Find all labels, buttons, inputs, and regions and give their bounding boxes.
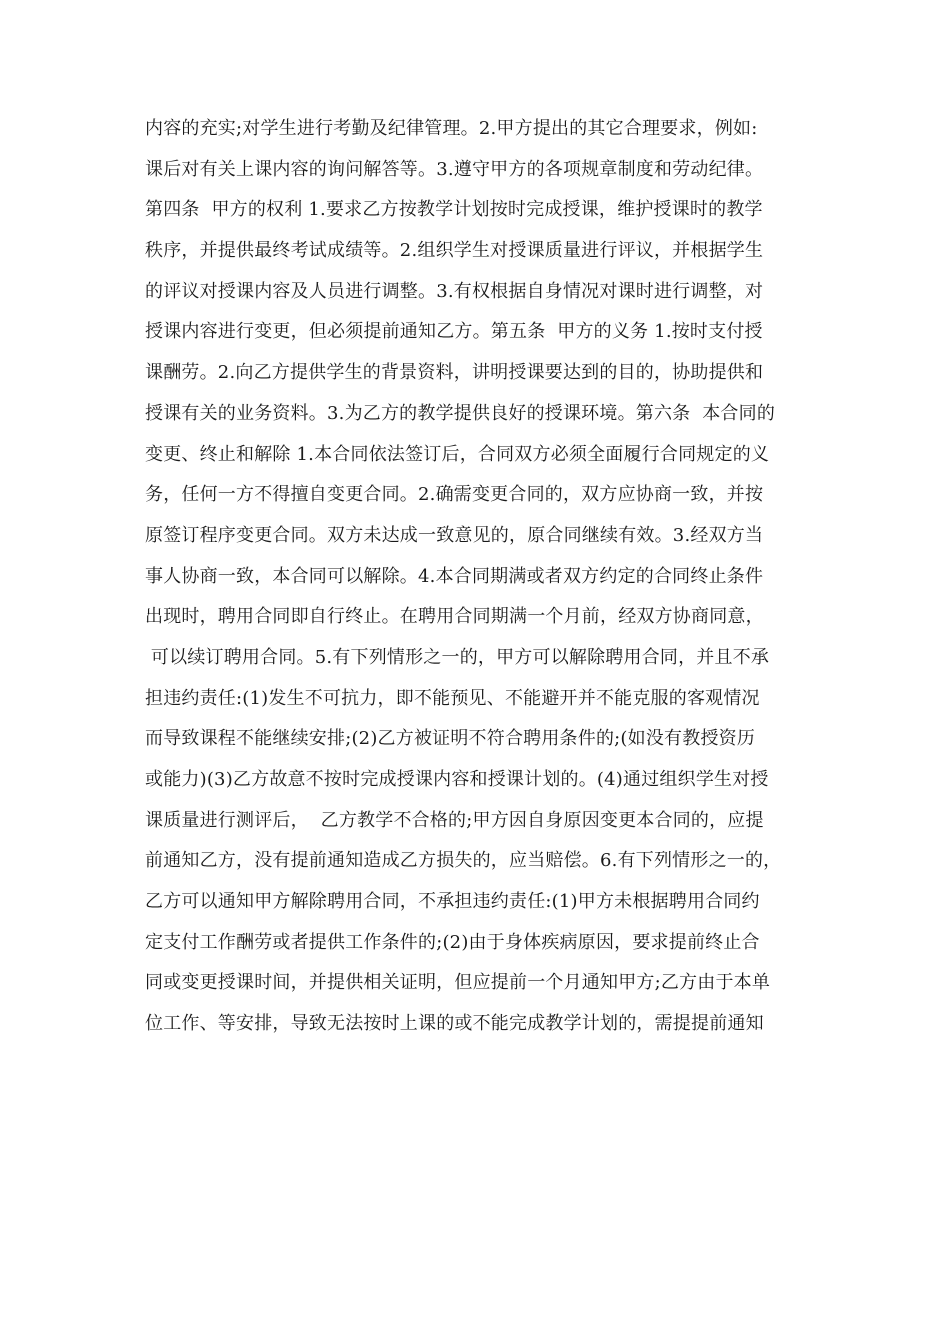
text-line-7: 课酬劳。2.向乙方提供学生的背景资料，讲明授课要达到的目的，协助提供和 xyxy=(145,362,764,384)
text-line-13: 出现时，聘用合同即自行终止。在聘用合同期满一个月前，经双方协商同意， xyxy=(145,606,764,628)
text-line-6: 授课内容进行变更，但必须提前通知乙方。第五条 甲方的义务 1.按时支付授 xyxy=(145,321,763,343)
text-line-22: 同或变更授课时间，并提供相关证明，但应提前一个月通知甲方;乙方由于本单 xyxy=(145,972,771,994)
text-line-21: 定支付工作酬劳或者提供工作条件的;(2)由于身体疾病原因，要求提前终止合 xyxy=(145,931,760,953)
text-line-2: 课后对有关上课内容的询问解答等。3.遵守甲方的各项规章制度和劳动纪律。 xyxy=(145,158,764,180)
text-line-8: 授课有关的业务资料。3.为乙方的教学提供良好的授课环境。第六条 本合同的 xyxy=(145,402,776,424)
text-line-23: 位工作、等安排，导致无法按时上课的或不能完成教学计划的，需提提前通知 xyxy=(145,1013,764,1035)
text-line-19: 前通知乙方，没有提前通知造成乙方损失的，应当赔偿。6.有下列情形之一的， xyxy=(145,850,782,872)
text-line-12: 事人协商一致，本合同可以解除。4.本合同期满或者双方约定的合同终止条件 xyxy=(145,565,764,587)
contract-body-text xyxy=(145,109,845,1045)
text-line-1: 内容的充实;对学生进行考勤及纪律管理。2.甲方提出的其它合理要求，例如: xyxy=(145,118,758,139)
text-line-11: 原签订程序变更合同。双方未达成一致意见的，原合同继续有效。3.经双方当 xyxy=(145,524,764,546)
text-line-3: 第四条 甲方的权利 1.要求乙方按教学计划按时完成授课，维护授课时的教学 xyxy=(145,199,763,221)
text-line-15: 担违约责任:(1)发生不可抗力，即不能预见、不能避开并不能克服的客观情况 xyxy=(145,687,760,709)
text-line-4: 秩序，并提供最终考试成绩等。2.组织学生对授课质量进行评议，并根据学生 xyxy=(145,240,764,262)
text-line-9: 变更、终止和解除 1.本合同依法签订后，合同双方必须全面履行合同规定的义 xyxy=(145,443,770,465)
text-line-5: 的评议对授课内容及人员进行调整。3.有权根据自身情况对课时进行调整，对 xyxy=(145,280,764,302)
text-line-16: 而导致课程不能继续安排;(2)乙方被证明不符合聘用条件的;(如没有教授资历 xyxy=(145,728,756,750)
text-line-20: 乙方可以通知甲方解除聘用合同，不承担违约责任:(1)甲方未根据聘用合同约 xyxy=(145,891,760,913)
text-line-18: 课质量进行测评后， 乙方教学不合格的;甲方因自身原因变更本合同的，应提 xyxy=(145,809,764,831)
text-line-10: 务，任何一方不得擅自变更合同。2.确需变更合同的，双方应协商一致，并按 xyxy=(145,484,764,506)
text-line-14: 可以续订聘用合同。5.有下列情形之一的，甲方可以解除聘用合同，并且不承 xyxy=(145,646,770,668)
text-line-17: 或能力)(3)乙方故意不按时完成授课内容和授课计划的。(4)通过组织学生对授 xyxy=(145,769,769,790)
